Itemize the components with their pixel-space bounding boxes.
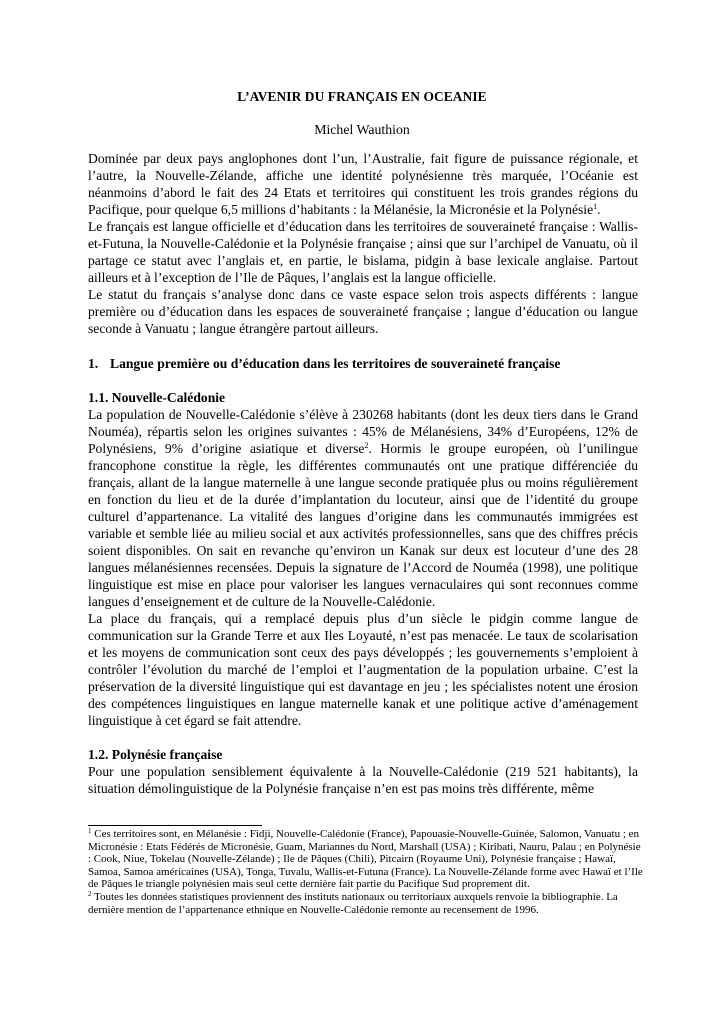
section-1-1-heading: 1.1. Nouvelle-Calédonie bbox=[88, 390, 226, 405]
section-1-1-paragraph-2: La place du français, qui a remplacé depuis plus d’un siècle le pidgin comme langue de communication sur la Grande Terre et aux Iles Loyauté, n’est pas menacée. Le taux de scolarisation et les moyens de communication sont ceux des pays développés ; les gouvernements s’emploient à contrôler l’évolution du marché de l’emploi et l’augmentation de la population urbaine. C’est la préservation de la diversité linguistique qui est davantage en jeu ; les spécialistes notent une érosion des compétences linguistiques en langue maternelle kanak et une politique active d’aménagement linguistique à cet égard se fait attendre. bbox=[88, 611, 638, 728]
section-1-number: 1. bbox=[88, 356, 99, 371]
footnotes bbox=[88, 828, 643, 916]
footnote-1: $^1$ Ces territoires sont, en Mélanésie : Fidji, Nouvelle-Calédonie (France), Papouasie-Nouvelle-Guinée, Salomon, Vanuatu ; en Micronésie : Etats Fédérés de Micronésie, Guam, Mariannes du Nord, Marshall (USA) ; Kiribati, Nauru, Palau ; en Polynésie : Cook, Niue, Tokelau (Nouvelle-Zélande) ; Ile de Pâques (Chili), Pitcairn (Royaume Uni), Polynésie française ; Hawaï, Samoa, Samoa américaines (USA), Tonga, Tuvalu, Wallis-et-Futuna (France). La Nouvelle-Zélande forme avec Hawaï et l’Ile de Pâques le triangle polynésien mais seul cette dernière fait partie du Pacifique Sud proprement dit. bbox=[88, 827, 643, 891]
section-1-1-paragraph-1: La population de Nouvelle-Calédonie s’élève à 230268 habitants (dont les deux tiers dans le Grand Nouméa), répartis selon les origines suivantes : 45% de Mélanésiens, 34% d’Européens, 12% de Polynésiens, 9% d’origine asiatique et diverse$^2$. Hormis le groupe européen, où l’unilingue francophone constitue la règle, les différentes communautés ont une pratique différenciée du français, allant de la langue maternelle à une langue seconde pratiquée plus ou moins régulièrement en fonction du lieu et de la durée d’implantation du locuteur, ainsi que de l’identité du groupe culturel d’appartenance. La vitalité des langues d’origine dans les communautés immigrées est variable et semble liée au milieu social et aux activités professionnelles, sans que des chiffres précis soient disponibles. On sait en revanche qu’environ un Kanak sur deux est locuteur d’une des 28 langues mélanésiennes recensées. Depuis la signature de l’Accord de Nouméa (1998), une politique linguistique est mise en place pour valoriser les langues vernaculaires qui sont reconnues comme langues d’enseignement et de culture de la Nouvelle-Calédonie. bbox=[88, 407, 639, 609]
footnote-ref-2[interactable]: 2 bbox=[364, 441, 369, 450]
footnote-separator bbox=[88, 825, 262, 826]
footnote-2: $^2$ Toutes les données statistiques proviennent des instituts nationaux ou territoriaux auxquels renvoie la bibliographie. La dernière mention de l’appartenance ethnique en Nouvelle-Calédonie remonte au recensement de 1996. bbox=[88, 889, 618, 916]
intro-paragraph-3: Le statut du français s’analyse donc dans ce vaste espace selon trois aspects différents : langue première ou d’éducation dans les espaces de souveraineté française ; langue d’éducation ou langue seconde à Vanuatu ; langue étrangère partout ailleurs. bbox=[88, 287, 638, 336]
author-name: Michel Wauthion bbox=[314, 122, 410, 137]
section-1-2-heading: 1.2. Polynésie française bbox=[88, 747, 223, 762]
section-1-heading: 1. Langue première ou d’éducation dans les territoires de souveraineté française bbox=[88, 356, 561, 371]
footnote-ref-1[interactable]: 1 bbox=[593, 202, 598, 211]
intro-paragraph-2: Le français est langue officielle et d’éducation dans les territoires de souveraineté française : Wallis-et-Futuna, la Nouvelle-Calédonie et la Polynésie française ; ainsi que sur l’archipel de Vanuatu, où il partage ce statut avec l’anglais et, en partie, le bislama, pidgin à base lexicale anglaise. Partout ailleurs et à l’exception de l’Ile de Pâques, l’anglais est la langue officielle. bbox=[88, 219, 638, 285]
document-title: L’AVENIR DU FRANÇAIS EN OCEANIE bbox=[237, 89, 487, 104]
intro-paragraph-1: Dominée par deux pays anglophones dont l’un, l’Australie, fait figure de puissance régionale, et l’autre, la Nouvelle-Zélande, affiche une identité polynésienne très marquée, l’Océanie est néanmoins d’abord le fait des 24 Etats et territoires qui constituent les trois grandes régions du Pacifique, pour quelque 6,5 millions d’habitants : la Mélanésie, la Micronésie et la Polynésie$^1$. bbox=[88, 151, 638, 217]
footnote-marker-2: 2 bbox=[88, 889, 92, 898]
document-body bbox=[88, 150, 638, 797]
section-1-2-paragraph-1: Pour une population sensiblement équivalente à la Nouvelle-Calédonie (219 521 habitants), la situation démolinguistique de la Polynésie française n’en est pas moins très différente, même bbox=[88, 764, 638, 796]
footnote-marker-1: 1 bbox=[88, 827, 92, 835]
